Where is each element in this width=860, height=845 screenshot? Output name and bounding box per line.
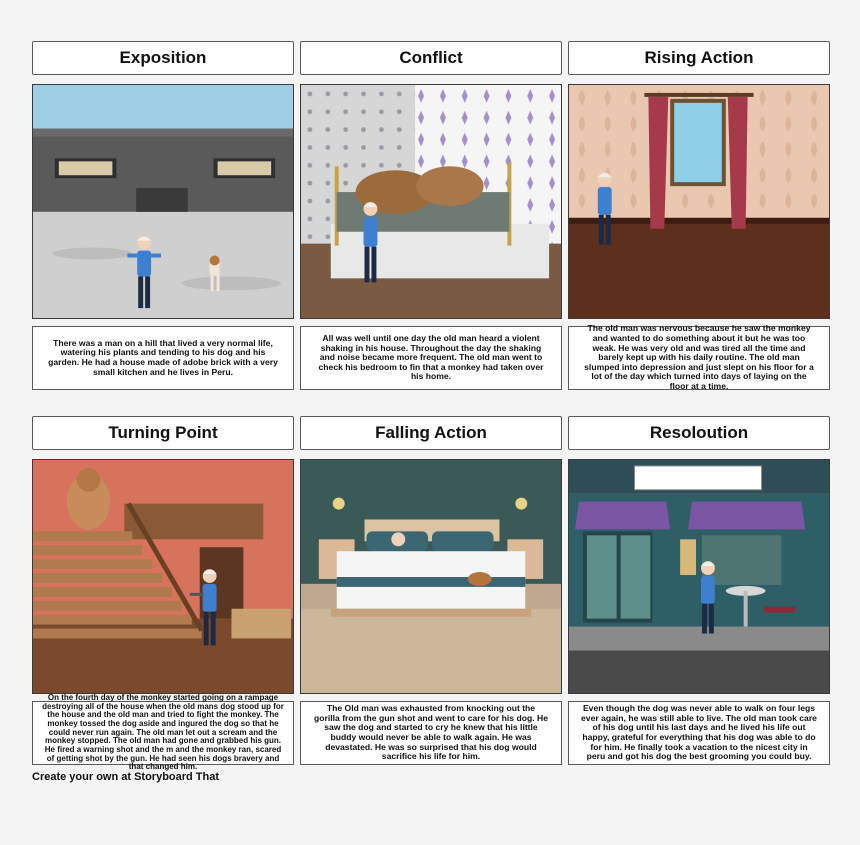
panel-caption-resoloution: Even though the dog was never able to walk on four legs ever again, he was still able to live. The old man took care of his dog until his last days and he lived his life out happy, grateful for everything that his dog was able to do for him. He finally took a vacation to the nicest city in peru and got his dog the best grooming you could buy. xyxy=(568,701,830,765)
panel-title-turning-point: Turning Point xyxy=(32,416,294,450)
scene-bed-dog-illustration xyxy=(301,460,561,693)
panel-title-resoloution: Resoloution xyxy=(568,416,830,450)
panel-caption-turning-point: On the fourth day of the monkey started going on a rampage destroying all of the house when the old mans dog stood up for the house and the old man and tried to fight the monkey. The monkey tossed the dog aside and ingured the dog so that he could never run again. The old man let out a scream and the monkey stopped. The old man had gone and grabbed his gun. He fired a warning shot and the m and the monkey ran, scared of getting shot by the gun. He had seen his dogs bravery and that changed him. xyxy=(32,701,294,765)
panel-scene-conflict xyxy=(300,84,562,319)
scene-bedroom-monkey-illustration xyxy=(301,85,561,318)
scene-cafe-street-illustration xyxy=(569,460,829,693)
scene-adobe-house-illustration xyxy=(33,85,293,318)
panel-scene-falling-action xyxy=(300,459,562,694)
panel-title-rising-action: Rising Action xyxy=(568,41,830,75)
panel-caption-exposition: There was a man on a hill that lived a very normal life, watering his plants and tending to his dog and his garden. He had a house made of adobe brick with a very small kitchen and he lives in Peru. xyxy=(32,326,294,390)
scene-staircase-illustration xyxy=(33,460,293,693)
panel-scene-turning-point xyxy=(32,459,294,694)
panel-title-falling-action: Falling Action xyxy=(300,416,562,450)
scene-window-room-illustration xyxy=(569,85,829,318)
panel-scene-resoloution xyxy=(568,459,830,694)
panel-caption-conflict: All was well until one day the old man heard a violent shaking in his house. Throughout the day the shaking and noise became more frequent. The old man went to check his bedroom to fin that a monkey had taken over his home. xyxy=(300,326,562,390)
panel-title-conflict: Conflict xyxy=(300,41,562,75)
panel-caption-falling-action: The Old man was exhausted from knocking out the gorilla from the gun shot and went to care for his dog. He saw the dog and started to cry he knew that his little buddy would never be able to walk again. He was devastated. He was so surprised that his dog would sacrifice his life for him. xyxy=(300,701,562,765)
panel-scene-rising-action xyxy=(568,84,830,319)
panel-title-exposition: Exposition xyxy=(32,41,294,75)
panel-scene-exposition xyxy=(32,84,294,319)
panel-caption-rising-action: The old man was nervous because he saw the monkey and wanted to do something about it but he was too weak. He was very old and was tired all the time and barely kept up with his daily routine. The old man slumped into depression and just slept on his floor for a lot of the day which turned into days of laying on the floor at a time. xyxy=(568,326,830,390)
storyboard-credit[interactable]: Create your own at Storyboard That xyxy=(32,771,220,783)
